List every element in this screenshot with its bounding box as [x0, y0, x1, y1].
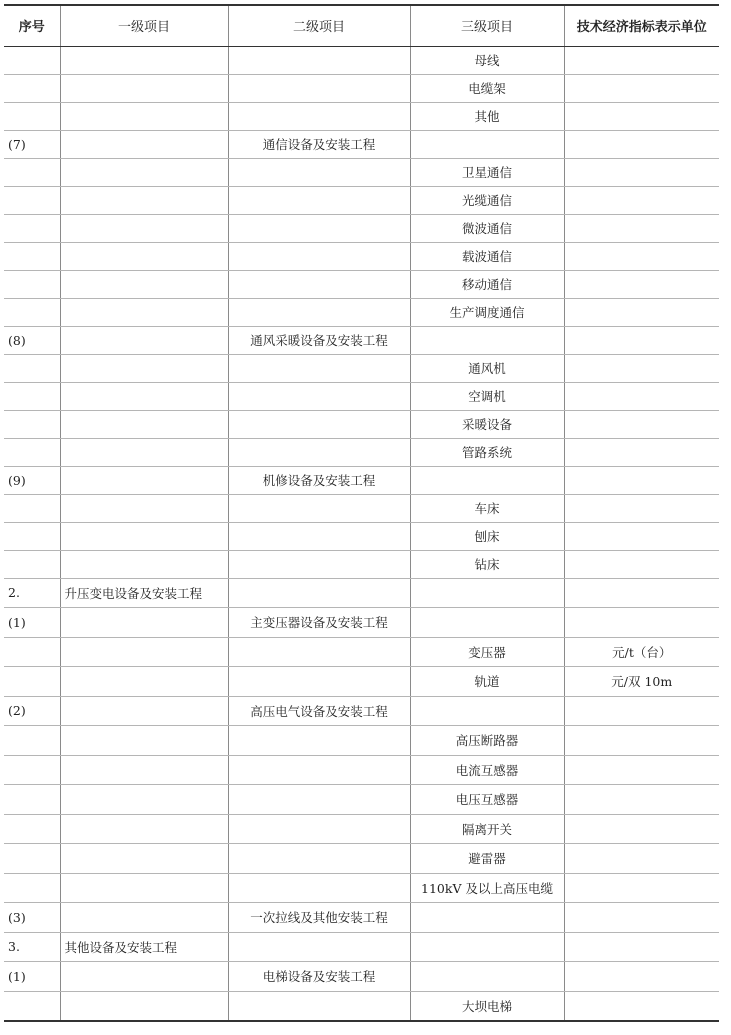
- table-row: [4, 991, 719, 1021]
- cell-serial-number: [4, 873, 60, 903]
- cell-indicator-unit: [564, 242, 719, 270]
- cell-indicator-unit: [564, 755, 719, 785]
- cell-indicator-unit: [564, 962, 719, 992]
- cell-level2-item: [228, 844, 410, 874]
- table-row: [4, 578, 719, 608]
- cell-level1-item: [60, 608, 228, 638]
- cell-level1-item: [60, 438, 228, 466]
- cell-serial-number: [4, 298, 60, 326]
- cell-level1-item: [60, 410, 228, 438]
- cell-level3-item: 采暖设备: [410, 410, 564, 438]
- table-row: [4, 214, 719, 242]
- table-row: [4, 326, 719, 354]
- cell-level3-item: 避雷器: [410, 844, 564, 874]
- cell-serial-number: [4, 74, 60, 102]
- cell-serial-number: (1): [4, 608, 60, 638]
- cell-level1-item: [60, 873, 228, 903]
- cell-level1-item: [60, 785, 228, 815]
- cell-serial-number: 3.: [4, 932, 60, 962]
- cell-serial-number: [4, 522, 60, 550]
- cell-level2-item: [228, 755, 410, 785]
- cell-indicator-unit: [564, 844, 719, 874]
- cell-indicator-unit: [564, 522, 719, 550]
- cell-serial-number: [4, 382, 60, 410]
- cell-level1-item: [60, 991, 228, 1021]
- cell-level2-item: [228, 242, 410, 270]
- table-body: [4, 46, 719, 1021]
- cell-level1-item: [60, 494, 228, 522]
- cell-level2-item: [228, 550, 410, 578]
- cell-serial-number: [4, 186, 60, 214]
- cell-level3-item: [410, 466, 564, 494]
- cell-level3-item: 管路系统: [410, 438, 564, 466]
- header-level1-item: 一级项目: [60, 5, 228, 46]
- cell-serial-number: [4, 158, 60, 186]
- cell-level1-item: [60, 326, 228, 354]
- cell-indicator-unit: [564, 382, 719, 410]
- cell-serial-number: [4, 991, 60, 1021]
- cell-level3-item: 母线: [410, 46, 564, 74]
- table-header: [4, 5, 719, 46]
- cell-level1-item: [60, 354, 228, 382]
- table-row: [4, 814, 719, 844]
- cell-serial-number: [4, 214, 60, 242]
- cell-level2-item: [228, 726, 410, 756]
- cell-indicator-unit: [564, 298, 719, 326]
- cell-level2-item: 高压电气设备及安装工程: [228, 696, 410, 726]
- cell-level2-item: [228, 382, 410, 410]
- cell-level3-item: 微波通信: [410, 214, 564, 242]
- cell-level3-item: 载波通信: [410, 242, 564, 270]
- cell-level3-item: 其他: [410, 102, 564, 130]
- cell-level1-item: [60, 242, 228, 270]
- cell-level3-item: [410, 696, 564, 726]
- table-row: [4, 522, 719, 550]
- table-row: [4, 242, 719, 270]
- cell-level2-item: [228, 785, 410, 815]
- table-row: [4, 962, 719, 992]
- table-row: [4, 844, 719, 874]
- cell-indicator-unit: [564, 46, 719, 74]
- cell-level1-item: [60, 130, 228, 158]
- table-row: [4, 102, 719, 130]
- cell-serial-number: [4, 242, 60, 270]
- cell-level2-item: 电梯设备及安装工程: [228, 962, 410, 992]
- cell-level1-item: [60, 637, 228, 667]
- cell-level3-item: 变压器: [410, 637, 564, 667]
- cell-level1-item: [60, 814, 228, 844]
- table-row: [4, 755, 719, 785]
- cell-level3-item: 车床: [410, 494, 564, 522]
- cell-level1-item: [60, 74, 228, 102]
- table-row: [4, 494, 719, 522]
- cell-level2-item: [228, 214, 410, 242]
- cell-serial-number: [4, 814, 60, 844]
- cell-indicator-unit: [564, 410, 719, 438]
- cell-level1-item: [60, 214, 228, 242]
- cell-indicator-unit: [564, 903, 719, 933]
- cell-level2-item: [228, 102, 410, 130]
- table-row: [4, 298, 719, 326]
- table-row: [4, 696, 719, 726]
- table-row: [4, 270, 719, 298]
- cell-level2-item: [228, 186, 410, 214]
- cell-level3-item: [410, 932, 564, 962]
- cell-serial-number: [4, 550, 60, 578]
- cell-serial-number: [4, 102, 60, 130]
- cell-indicator-unit: [564, 550, 719, 578]
- cell-level2-item: [228, 270, 410, 298]
- cell-indicator-unit: [564, 326, 719, 354]
- table-row: [4, 410, 719, 438]
- header-level2-item: 二级项目: [228, 5, 410, 46]
- cell-serial-number: (8): [4, 326, 60, 354]
- cell-level2-item: [228, 410, 410, 438]
- cell-level3-item: 电压互感器: [410, 785, 564, 815]
- cell-serial-number: [4, 410, 60, 438]
- cell-indicator-unit: [564, 130, 719, 158]
- cell-level3-item: 大坝电梯: [410, 991, 564, 1021]
- cell-level2-item: [228, 158, 410, 186]
- cell-level1-item: [60, 903, 228, 933]
- cell-level2-item: [228, 494, 410, 522]
- cell-indicator-unit: [564, 158, 719, 186]
- table-row: [4, 785, 719, 815]
- cell-serial-number: (7): [4, 130, 60, 158]
- header-row: [4, 5, 719, 46]
- table-row: [4, 74, 719, 102]
- cell-indicator-unit: [564, 991, 719, 1021]
- cell-serial-number: [4, 667, 60, 697]
- cell-serial-number: 2.: [4, 578, 60, 608]
- cell-level3-item: 生产调度通信: [410, 298, 564, 326]
- cell-serial-number: (3): [4, 903, 60, 933]
- cell-level1-item: [60, 696, 228, 726]
- cell-indicator-unit: [564, 814, 719, 844]
- cell-level3-item: 高压断路器: [410, 726, 564, 756]
- cell-level3-item: [410, 326, 564, 354]
- cell-level2-item: [228, 354, 410, 382]
- cell-level2-item: 一次拉线及其他安装工程: [228, 903, 410, 933]
- cell-level2-item: [228, 438, 410, 466]
- cell-level1-item: [60, 102, 228, 130]
- cell-indicator-unit: [564, 466, 719, 494]
- cell-level3-item: [410, 608, 564, 638]
- table-row: [4, 667, 719, 697]
- cell-level1-item: [60, 962, 228, 992]
- cell-indicator-unit: [564, 214, 719, 242]
- cell-indicator-unit: [564, 270, 719, 298]
- cell-level3-item: 光缆通信: [410, 186, 564, 214]
- cell-serial-number: [4, 755, 60, 785]
- table-row: [4, 873, 719, 903]
- table-row: [4, 637, 719, 667]
- cell-level1-item: [60, 158, 228, 186]
- cell-level3-item: 钻床: [410, 550, 564, 578]
- cell-level2-item: [228, 298, 410, 326]
- table-row: [4, 130, 719, 158]
- cell-level1-item: [60, 46, 228, 74]
- cell-level2-item: [228, 46, 410, 74]
- cell-indicator-unit: 元/双 10m: [564, 667, 719, 697]
- cell-level3-item: 轨道: [410, 667, 564, 697]
- cell-serial-number: [4, 46, 60, 74]
- table-row: [4, 46, 719, 74]
- cell-indicator-unit: [564, 186, 719, 214]
- cell-serial-number: [4, 494, 60, 522]
- cell-level3-item: 110kV 及以上高压电缆: [410, 873, 564, 903]
- cell-indicator-unit: 元/t（台）: [564, 637, 719, 667]
- cell-level1-item: [60, 466, 228, 494]
- cell-level1-item: [60, 186, 228, 214]
- cell-indicator-unit: [564, 726, 719, 756]
- cell-level2-item: [228, 991, 410, 1021]
- cell-level2-item: 主变压器设备及安装工程: [228, 608, 410, 638]
- cell-level3-item: 通风机: [410, 354, 564, 382]
- cell-serial-number: [4, 354, 60, 382]
- cell-serial-number: [4, 637, 60, 667]
- table-row: [4, 932, 719, 962]
- cell-indicator-unit: [564, 873, 719, 903]
- project-items-table: [4, 4, 719, 1022]
- cell-level3-item: 电缆架: [410, 74, 564, 102]
- cell-level1-item: [60, 726, 228, 756]
- cell-serial-number: (9): [4, 466, 60, 494]
- cell-level3-item: 空调机: [410, 382, 564, 410]
- table-row: [4, 354, 719, 382]
- cell-indicator-unit: [564, 354, 719, 382]
- cell-level1-item: [60, 755, 228, 785]
- table-row: [4, 466, 719, 494]
- cell-level3-item: 刨床: [410, 522, 564, 550]
- cell-indicator-unit: [564, 785, 719, 815]
- cell-serial-number: [4, 438, 60, 466]
- cell-level1-item: [60, 298, 228, 326]
- cell-level2-item: [228, 814, 410, 844]
- cell-level2-item: [228, 74, 410, 102]
- table-row: [4, 608, 719, 638]
- table-row: [4, 903, 719, 933]
- cell-level3-item: 隔离开关: [410, 814, 564, 844]
- cell-indicator-unit: [564, 608, 719, 638]
- cell-level2-item: [228, 522, 410, 550]
- cell-indicator-unit: [564, 578, 719, 608]
- cell-indicator-unit: [564, 74, 719, 102]
- cell-serial-number: (2): [4, 696, 60, 726]
- header-serial-number: 序号: [4, 5, 60, 46]
- cell-level3-item: [410, 903, 564, 933]
- cell-level3-item: [410, 578, 564, 608]
- cell-indicator-unit: [564, 932, 719, 962]
- cell-level2-item: [228, 578, 410, 608]
- cell-level3-item: 卫星通信: [410, 158, 564, 186]
- cell-level3-item: 电流互感器: [410, 755, 564, 785]
- cell-level1-item: 其他设备及安装工程: [60, 932, 228, 962]
- cell-indicator-unit: [564, 438, 719, 466]
- cell-level2-item: [228, 637, 410, 667]
- table-row: [4, 382, 719, 410]
- cell-indicator-unit: [564, 494, 719, 522]
- cell-level3-item: [410, 962, 564, 992]
- cell-serial-number: [4, 726, 60, 756]
- cell-level2-item: 机修设备及安装工程: [228, 466, 410, 494]
- cell-level1-item: [60, 382, 228, 410]
- cell-level1-item: 升压变电设备及安装工程: [60, 578, 228, 608]
- cell-level2-item: [228, 667, 410, 697]
- cell-indicator-unit: [564, 102, 719, 130]
- cell-serial-number: [4, 270, 60, 298]
- table-row: [4, 158, 719, 186]
- table-row: [4, 550, 719, 578]
- cell-indicator-unit: [564, 696, 719, 726]
- cell-level3-item: 移动通信: [410, 270, 564, 298]
- header-level3-item: 三级项目: [410, 5, 564, 46]
- cell-level3-item: [410, 130, 564, 158]
- cell-serial-number: (1): [4, 962, 60, 992]
- cell-serial-number: [4, 785, 60, 815]
- cell-level1-item: [60, 550, 228, 578]
- cell-level1-item: [60, 844, 228, 874]
- cell-level2-item: [228, 873, 410, 903]
- cell-level2-item: 通风采暖设备及安装工程: [228, 326, 410, 354]
- table-row: [4, 438, 719, 466]
- cell-level2-item: 通信设备及安装工程: [228, 130, 410, 158]
- table-row: [4, 726, 719, 756]
- table-row: [4, 186, 719, 214]
- cell-level1-item: [60, 667, 228, 697]
- cell-level1-item: [60, 270, 228, 298]
- cell-serial-number: [4, 844, 60, 874]
- cell-level2-item: [228, 932, 410, 962]
- header-indicator-unit: 技术经济指标表示单位: [564, 5, 719, 46]
- cell-level1-item: [60, 522, 228, 550]
